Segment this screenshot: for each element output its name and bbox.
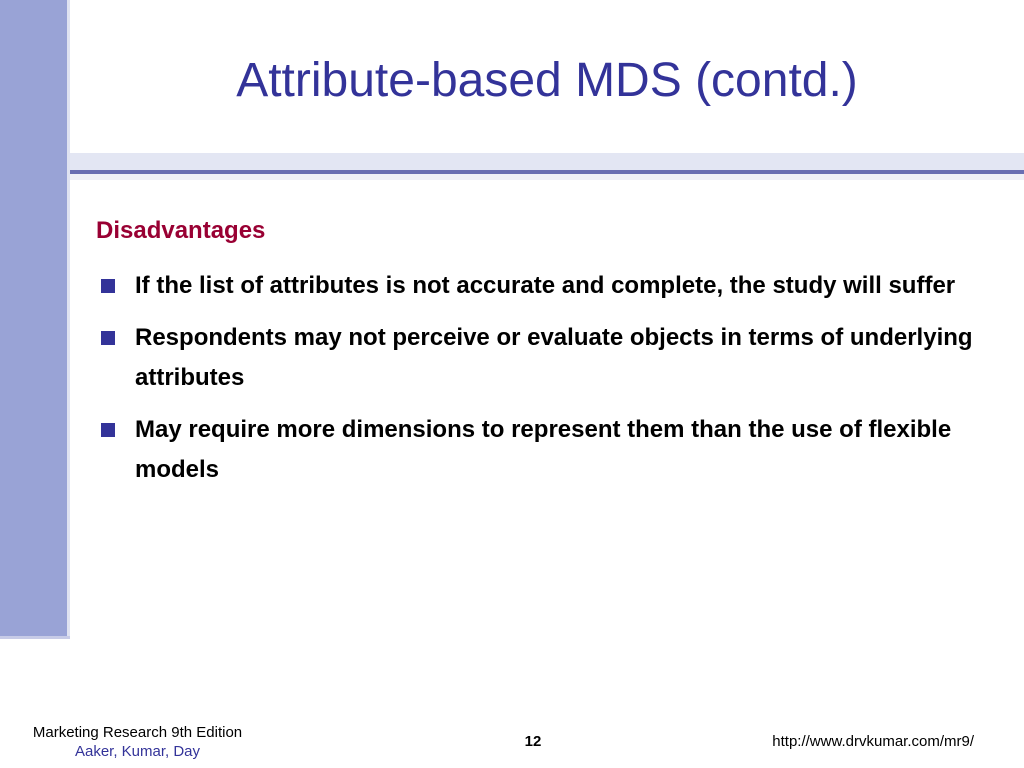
title-divider-band <box>70 153 1024 170</box>
page-number: 12 <box>524 733 542 750</box>
list-item <box>96 318 1006 398</box>
footer-url: http://www.drvkumar.com/mr9/ <box>772 733 974 750</box>
square-bullet-icon <box>101 423 115 437</box>
list-item <box>96 410 1006 490</box>
left-sidebar-bar <box>0 0 67 638</box>
list-item <box>96 266 1006 306</box>
square-bullet-icon <box>101 279 115 293</box>
section-heading: Disadvantages <box>96 217 266 244</box>
footer-authors: Aaker, Kumar, Day <box>74 743 201 760</box>
list-item-text: May require more dimensions to represent them than the use of flexible models <box>135 416 952 483</box>
footer-edition: Marketing Research 9th Edition <box>32 724 243 741</box>
list-item-text: Respondents may not perceive or evaluate objects in terms of underlying attributes <box>135 324 973 391</box>
sidebar-bottom-edge <box>0 636 70 639</box>
title-divider-shadow <box>70 174 1024 180</box>
footer-book-info <box>0 723 275 761</box>
slide-title: Attribute-based MDS (contd.) <box>236 54 858 107</box>
list-item-text: If the list of attributes is not accurate and complete, the study will suffer <box>135 272 956 299</box>
square-bullet-icon <box>101 331 115 345</box>
bullet-list <box>96 266 1006 502</box>
